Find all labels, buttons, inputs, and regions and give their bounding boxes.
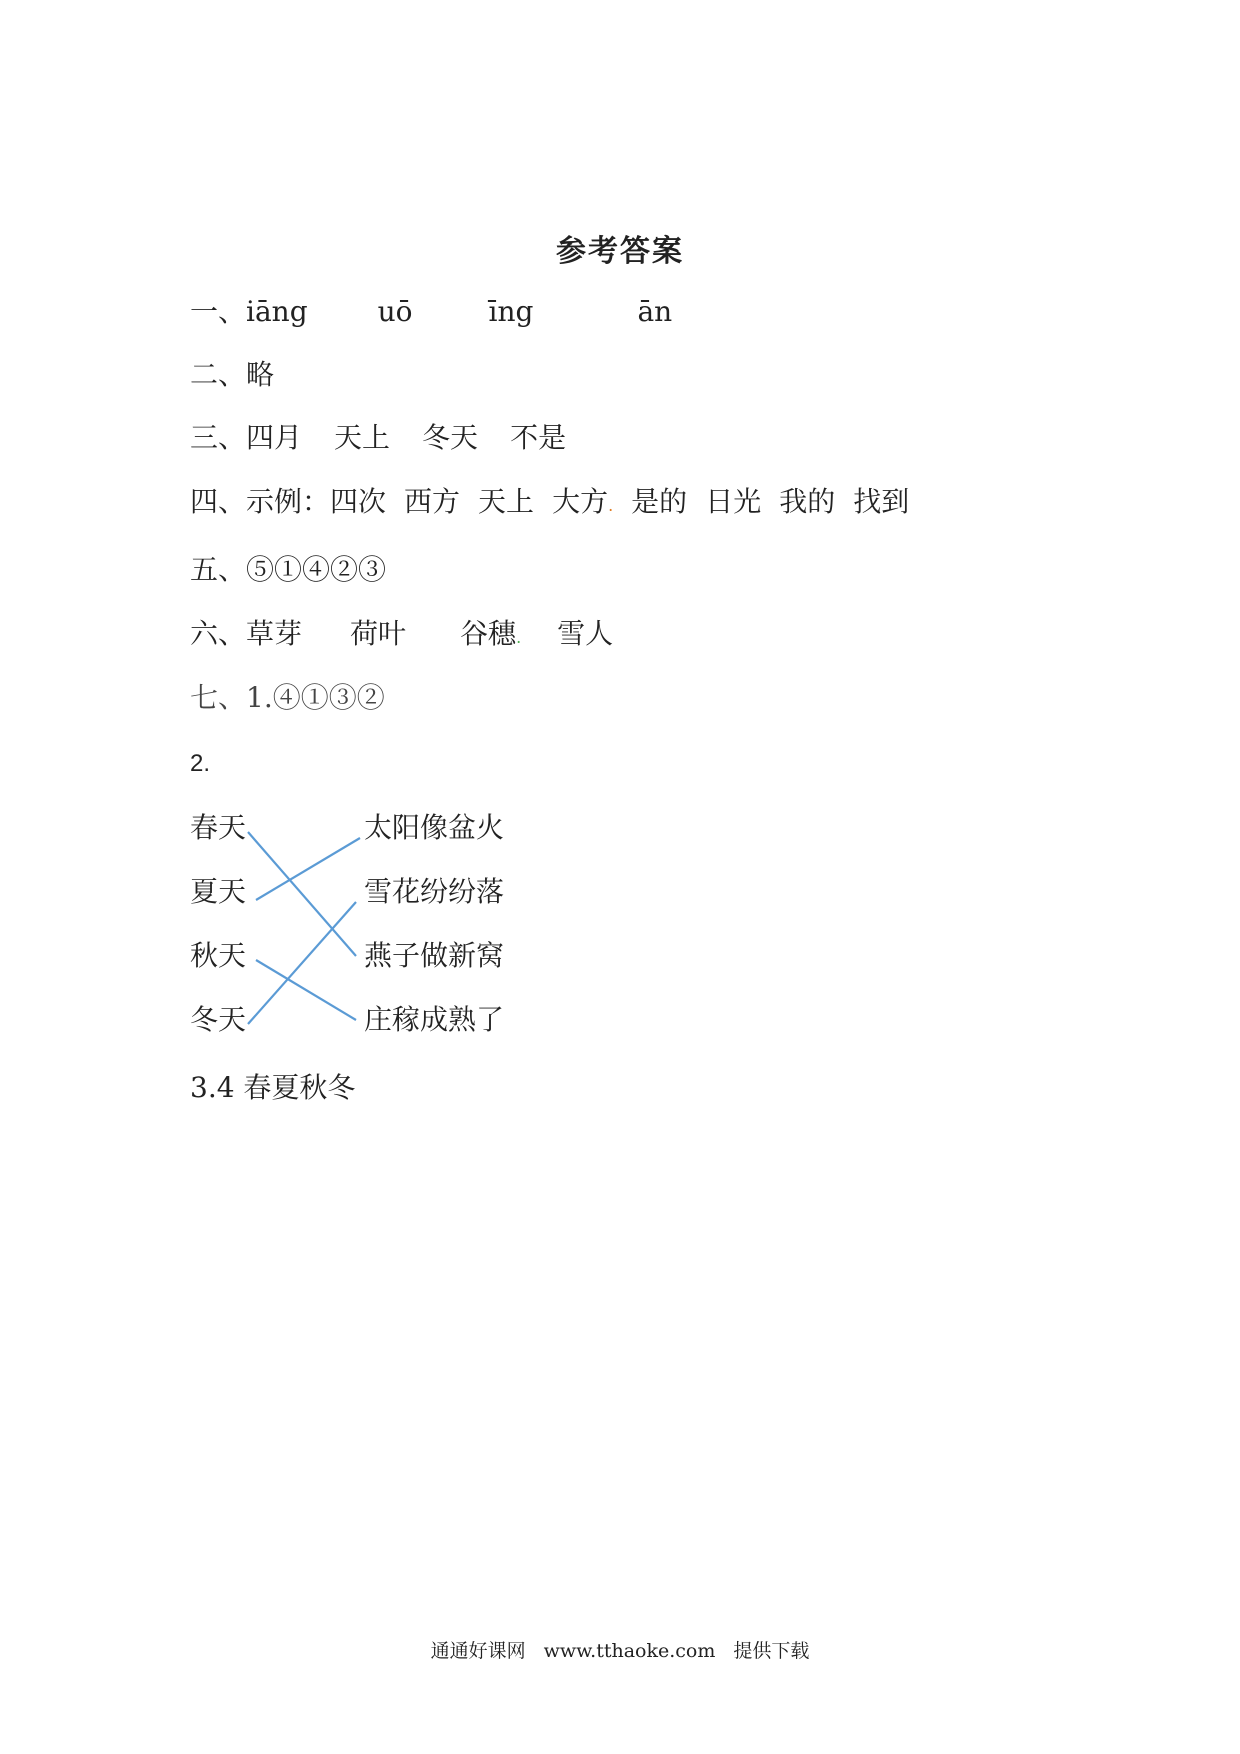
match-line-autumn-harvest [256,960,356,1020]
answer-line-7-2 [190,746,210,782]
answer-item: ān [637,295,673,328]
answer-item: 荷叶 [350,617,407,650]
answer-item: 天上 [334,421,391,454]
answer-item: 是的 [631,485,688,518]
answer-item: īng [488,295,534,328]
answer-item: 冬天 [422,421,479,454]
footer-url[interactable]: www.tthaoke.com [543,1640,716,1662]
answer-item: 雪人 [557,617,614,650]
description-sun: 太阳像盆火 [364,811,505,844]
answer-item: 3.4 春夏秋冬 [190,1071,356,1104]
answer-item: uō [377,295,413,328]
orange-dot-mark: . [608,496,614,515]
page-title: 参考答案 [556,234,684,269]
answer-line-7 [190,680,385,716]
question-label: 五、 [190,553,247,586]
question-label: 二、 [190,358,247,391]
answer-line-1 [190,294,672,330]
answer-line-5 [190,552,386,588]
match-line-spring-swallow [248,832,356,956]
season-spring: 春天 [190,811,247,844]
answer-item: ⑤①④②③ [246,553,387,586]
answer-item: iāng [246,295,308,328]
question-label: 七、 [190,681,247,714]
answer-item: 谷穗 [460,617,517,650]
description-harvest: 庄稼成熟了 [364,1003,505,1036]
answer-item: 1.④①③② [246,681,385,714]
question-label: 三、 [190,421,247,454]
answer-item: 四月 [246,421,303,454]
question-label: 一、 [190,295,247,328]
answer-item: 四次 [330,485,387,518]
answer-item: 找到 [853,485,910,518]
answer-line-3 [190,420,566,456]
question-label: 四、示例： [190,485,331,518]
page-footer [0,1636,1240,1663]
answer-line-4 [190,484,909,524]
season-autumn: 秋天 [190,939,247,972]
description-snow: 雪花纷纷落 [364,875,505,908]
footer-site-name: 通通好课网 [430,1640,526,1662]
question-label: 六、 [190,617,247,650]
sub-question-label: 2. [190,750,211,777]
season-winter: 冬天 [190,1003,247,1036]
answer-item: 不是 [510,421,567,454]
season-summer: 夏天 [190,875,247,908]
answer-line-7-3 [190,1070,355,1106]
answer-item: 日光 [705,485,762,518]
match-line-winter-snow [248,902,356,1024]
answer-item: 略 [246,358,275,391]
answer-item: 天上 [478,485,535,518]
answer-item: 我的 [779,485,836,518]
green-dot-mark: . [516,628,522,647]
answer-item: 草芽 [246,617,303,650]
description-swallow: 燕子做新窝 [364,939,505,972]
footer-suffix: 提供下载 [733,1640,810,1662]
answer-line-6 [190,616,613,656]
match-line-summer-sun [256,838,360,900]
answer-item: 大方 [552,485,609,518]
answer-item: 西方 [404,485,461,518]
answer-line-2 [190,357,274,393]
